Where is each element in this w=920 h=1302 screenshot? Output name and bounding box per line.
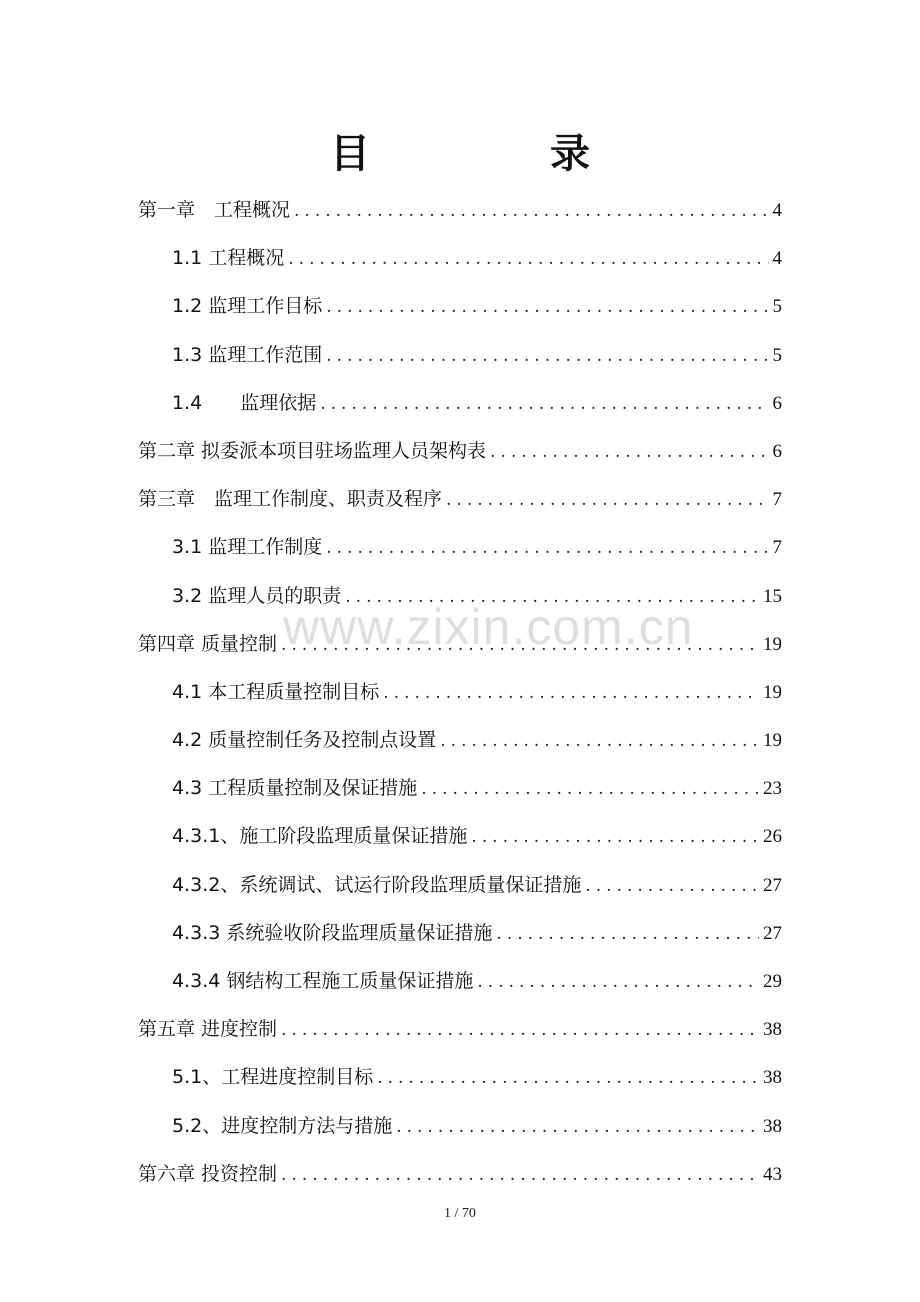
- toc-entry-chapter-2[interactable]: 第二章 拟委派本项目驻场监理人员架构表 ..... 6: [138, 427, 782, 475]
- dot-leader: [585, 862, 759, 910]
- dot-leader: [326, 283, 768, 331]
- toc-title: [0, 122, 920, 179]
- toc-entry-5-2[interactable]: 5.2、进度控制方法与措施 ..... 38: [138, 1102, 782, 1150]
- dot-leader: [320, 380, 768, 428]
- table-of-contents: [138, 186, 782, 1198]
- dot-leader: [281, 621, 759, 669]
- toc-entry-1-3[interactable]: 1.3 监理工作范围 ..... 5: [138, 331, 782, 379]
- toc-entry-chapter-1[interactable]: 第一章 工程概况 ..... 4: [138, 186, 782, 234]
- dot-leader: [326, 332, 768, 380]
- dot-leader: [326, 524, 768, 572]
- dot-leader: [496, 910, 759, 958]
- dot-leader: [294, 187, 768, 235]
- toc-entry-4-3[interactable]: 4.3 工程质量控制及保证措施 ..... 23: [138, 764, 782, 812]
- toc-entry-4-3-2[interactable]: 4.3.2、系统调试、试运行阶段监理质量保证措施 ..... 27: [138, 861, 782, 909]
- dot-leader: [471, 813, 759, 861]
- dot-leader: [383, 669, 759, 717]
- toc-entry-4-1[interactable]: 4.1 本工程质量控制目标 ..... 19: [138, 668, 782, 716]
- toc-entry-chapter-6[interactable]: 第六章 投资控制 ..... 43: [138, 1150, 782, 1198]
- toc-entry-3-1[interactable]: 3.1 监理工作制度 ..... 7: [138, 523, 782, 571]
- dot-leader: [490, 428, 768, 476]
- page-indicator: 1 / 70: [444, 1206, 476, 1221]
- toc-entry-1-2[interactable]: 1.2 监理工作目标 ..... 5: [138, 282, 782, 330]
- toc-title-char-1: 目: [330, 131, 370, 177]
- toc-title-char-2: 录: [550, 131, 590, 177]
- toc-entry-4-2[interactable]: 4.2 质量控制任务及控制点设置 ..... 19: [138, 716, 782, 764]
- toc-entry-chapter-4[interactable]: 第四章 质量控制 ..... 19: [138, 620, 782, 668]
- dot-leader: [377, 1054, 759, 1102]
- dot-leader: [421, 765, 759, 813]
- toc-entry-1-4[interactable]: 1.4 监理依据 ..... 6: [138, 379, 782, 427]
- toc-entry-chapter-5[interactable]: 第五章 进度控制 ..... 38: [138, 1005, 782, 1053]
- dot-leader: [281, 1006, 759, 1054]
- toc-entry-chapter-3[interactable]: 第三章 监理工作制度、职责及程序 ..... 7: [138, 475, 782, 523]
- toc-entry-4-3-4[interactable]: 4.3.4 钢结构工程施工质量保证措施 ..... 29: [138, 957, 782, 1005]
- dot-leader: [477, 958, 759, 1006]
- dot-leader: [440, 717, 759, 765]
- dot-leader: [345, 573, 759, 621]
- toc-entry-4-3-3[interactable]: 4.3.3 系统验收阶段监理质量保证措施 ..... 27: [138, 909, 782, 957]
- toc-entry-3-2[interactable]: 3.2 监理人员的职责 ..... 15: [138, 572, 782, 620]
- dot-leader: [288, 235, 768, 283]
- toc-entry-4-3-1[interactable]: 4.3.1、施工阶段监理质量保证措施 ..... 26: [138, 812, 782, 860]
- toc-entry-5-1[interactable]: 5.1、工程进度控制目标 ..... 38: [138, 1053, 782, 1101]
- dot-leader: [446, 476, 768, 524]
- dot-leader: [281, 1151, 759, 1199]
- watermark: www.zixin.com.cn: [283, 599, 694, 655]
- toc-entry-1-1[interactable]: 1.1 工程概况 ..... 4: [138, 234, 782, 282]
- dot-leader: [396, 1103, 759, 1151]
